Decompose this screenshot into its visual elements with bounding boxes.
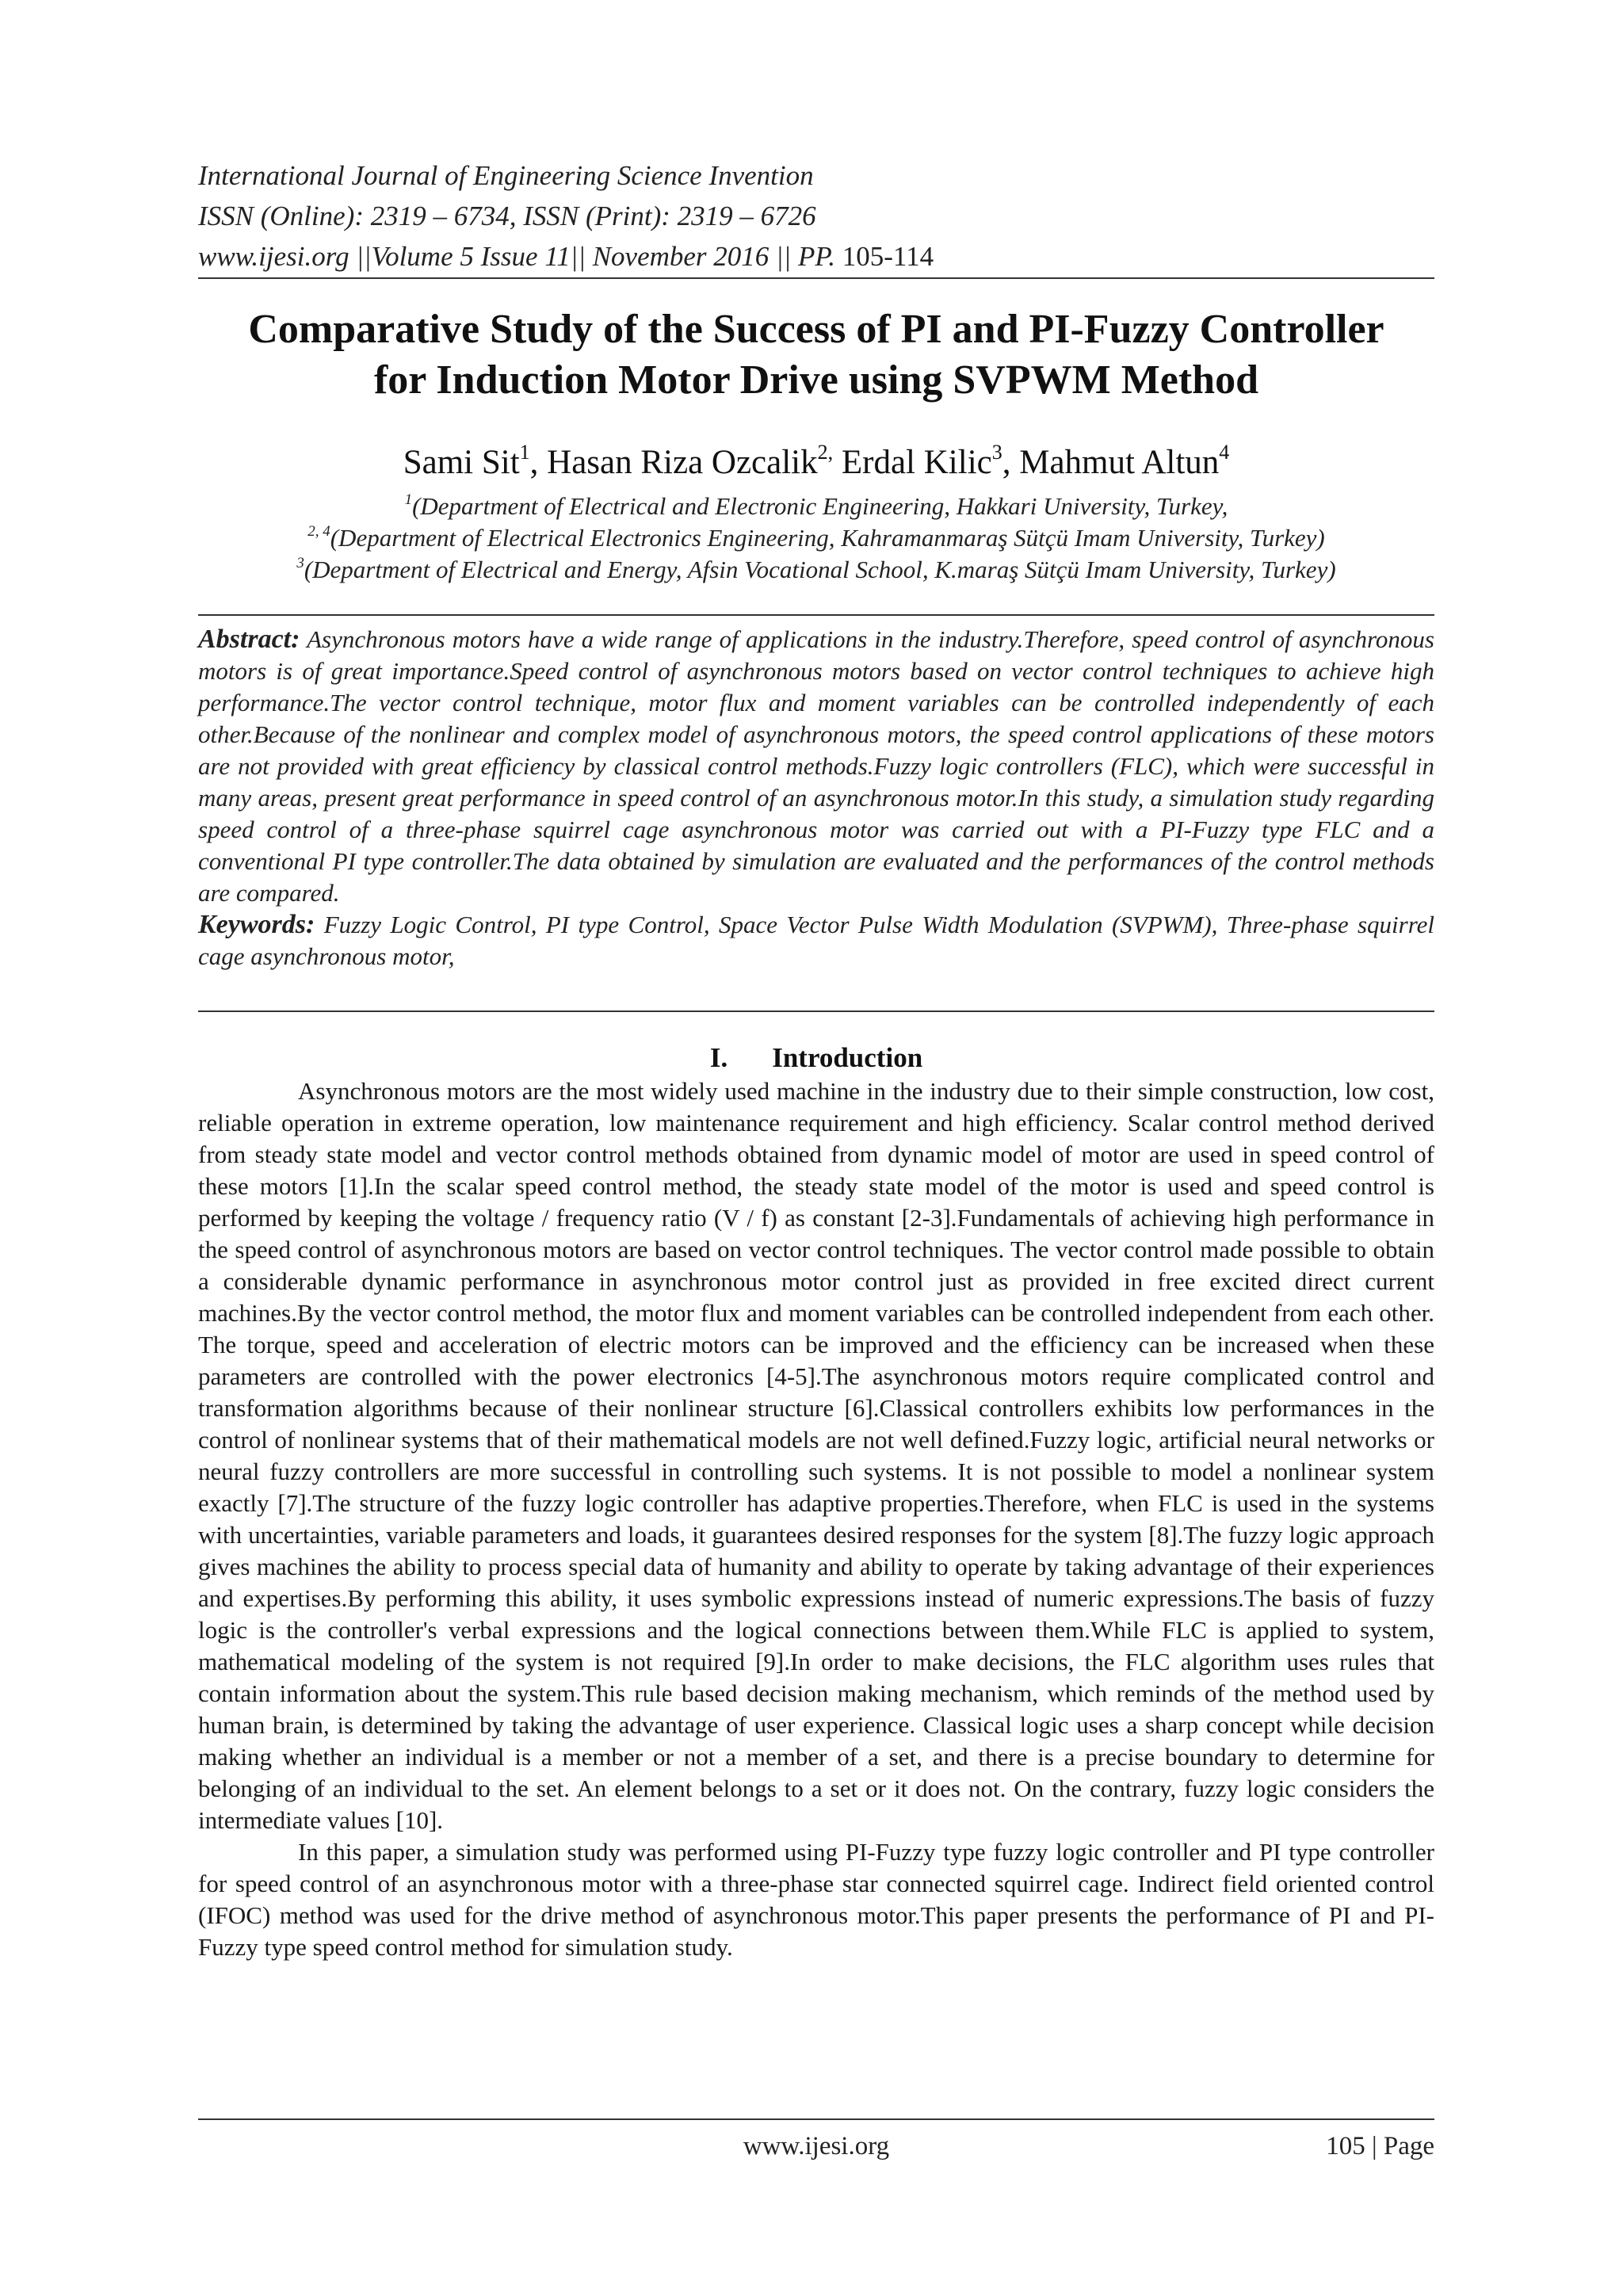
author-affiliation-mark: 1 [519,441,530,464]
affiliation-mark: 1 [404,491,413,508]
abstract-top-divider [198,614,1434,616]
author-separator [833,444,842,481]
journal-issue-line [198,236,1434,277]
paper-title [198,304,1434,406]
body-paragraph: Asynchronous motors are the most widely used machine in the industry due to their simple construction, low cost, reliable operation in extreme operation, low maintenance requirement and high efficiency. Scalar control method derived from steady state model and vector control methods obtained from dynamic model of motor are used in speed control of these motors [1].In the scalar speed control method, the steady state model of the motor is used and speed control is performed by keeping the voltage / frequency ratio (V / f) as constant [2-3].Fundamentals of achieving high performance in the speed control of asynchronous motors are based on vector control techniques. The vector control made possible to obtain a considerable dynamic performance in asynchronous motor control just as provided in free excited direct current machines.By the vector control method, the motor flux and moment variables can be controlled independent from each other. The torque, speed and acceleration of electric motors can be improved and the efficiency can be increased when these parameters are controlled with the power electronics [4-5].The asynchronous motors require complicated control and transformation algorithms because of their nonlinear structure [6].Classical controllers exhibits low performances in the control of nonlinear systems that of their mathematical models are not well defined.Fuzzy logic, artificial neural networks or neural fuzzy controllers are more successful in controlling such systems. It is not possible to model a nonlinear system exactly [7].The structure of the fuzzy logic controller has adaptive properties.Therefore, when FLC is used in the systems with uncertainties, variable parameters and loads, it guarantees desired responses for the system [8].The fuzzy logic approach gives machines the ability to process special data of humanity and ability to operate by taking advantage of their experiences and expertises.By performing this ability, it uses symbolic expressions instead of numeric expressions.The basis of fuzzy logic is the controller's verbal expressions and the logical connections between them.While FLC is applied to system, mathematical modeling of the system is not required [9].In order to make decisions, the FLC algorithm uses rules that contain information about the system.This rule based decision making mechanism, which reminds of the method used by human brain, is determined by taking the advantage of user experience. Classical logic uses a sharp concept while decision making whether an individual is a member or not a member of a set, and there is a precise boundary to determine for belonging of an individual to the set. An element belongs to a set or it does not. On the contrary, fuzzy logic considers the intermediate values [10]. [198,1077,1434,1834]
affiliation-text: (Department of Electrical and Energy, Afsin Vocational School, K.maraş Sütçü Imam University, Turkey) [304,556,1336,583]
journal-issn: ISSN (Online): 2319 – 6734, ISSN (Print): 2319 – 6726 [198,201,816,231]
journal-issue: www.ijesi.org ||Volume 5 Issue 11|| November 2016 || PP. [198,241,836,272]
affiliation-1 [198,490,1434,523]
keywords-text: Fuzzy Logic Control, PI type Control, Space Vector Pulse Width Modulation (SVPWM), Three-phase squirrel cage asynchronous motor, [198,911,1435,970]
paper-title-line-1: Comparative Study of the Success of PI and PI-Fuzzy Controller [248,307,1384,352]
author-affiliation-mark: 2, [817,441,834,464]
body-paragraph: In this paper, a simulation study was performed using PI-Fuzzy type fuzzy logic controller and PI type controller for speed control of an asynchronous motor with a three-phase star connected squirrel cage. Indirect field oriented control (IFOC) method was used for the drive method of asynchronous motor.This paper presents the performance of PI and PI-Fuzzy type speed control method for simulation study. [198,1838,1434,1961]
header-divider [198,277,1434,279]
affiliation-2 [198,521,1434,555]
paper-title-line-2: for Induction Motor Drive using SVPWM Method [373,357,1259,403]
affiliation-text: (Department of Electrical Electronics Engineering, Kahramanmaraş Sütçü Imam University, Turkey) [330,524,1325,552]
author-name: Sami Sit [403,444,520,481]
author-separator: , [1002,444,1020,481]
abstract-label: Abstract: [198,625,300,654]
abstract-block [198,624,1434,972]
author-list [198,441,1434,485]
paper-page [198,0,1434,2296]
author-affiliation-mark: 4 [1219,441,1230,464]
author-name: Hasan Riza Ozcalik [547,444,818,481]
abstract-text: Asynchronous motors have a wide range of applications in the industry.Therefore, speed control of asynchronous motors is of great importance.Speed control of asynchronous motors based on vector control techniques to achieve high performance.The vector control technique, motor flux and moment variables can be controlled independently of each other.Because of the nonlinear and complex model of asynchronous motors, the speed control applications of these motors are not provided with great efficiency by classical control methods.Fuzzy logic controllers (FLC), which were successful in many areas, present great performance in speed control of an asynchronous motor.In this study, a simulation study regarding speed control of a three-phase squirrel cage asynchronous motor was carried out with a PI-Fuzzy type FLC and a conventional PI type controller.The data obtained by simulation are evaluated and the performances of the control methods are compared. [198,625,1434,907]
abstract-bottom-divider [198,1010,1434,1012]
footer-url[interactable]: www.ijesi.org [743,2132,890,2160]
abstract-paragraph [198,624,1434,909]
affiliation-text: (Department of Electrical and Electronic Engineering, Hakkari University, Turkey, [412,492,1228,520]
journal-header [198,155,1434,277]
author-affiliation-mark: 3 [991,441,1002,464]
affiliation-3 [198,553,1434,586]
journal-pages: 105-114 [842,241,934,272]
author-name: Mahmut Altun [1019,444,1220,481]
journal-name: International Journal of Engineering Science Invention [198,160,814,191]
section-heading-introduction [198,1041,1434,1075]
keywords-label: Keywords: [198,910,315,939]
introduction-body [198,1075,1434,1963]
section-number: I. [709,1042,728,1073]
section-title: Introduction [772,1042,923,1073]
affiliation-mark: 3 [296,555,304,571]
footer-divider [198,2118,1434,2120]
footer-page-number: 105 | Page [1326,2132,1434,2160]
author-separator: , [529,444,548,481]
keywords-paragraph [198,909,1434,972]
affiliation-mark: 2, 4 [307,523,330,540]
author-name: Erdal Kilic [841,444,992,481]
